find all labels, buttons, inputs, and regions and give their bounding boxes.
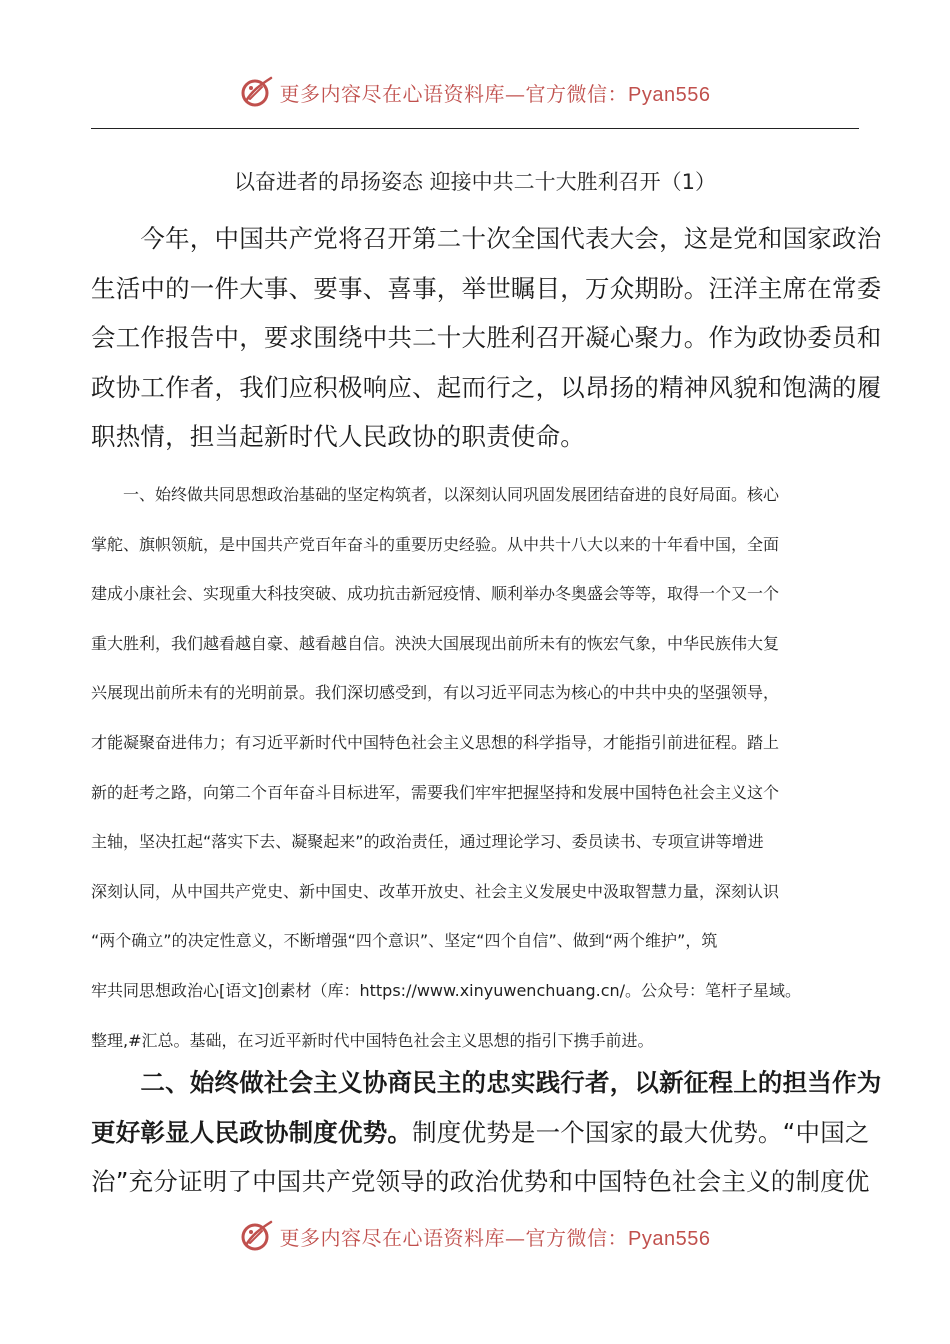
footer-watermark (0, 1216, 950, 1256)
text-line: 生活中的一件大事、要事、喜事，举世瞩目，万众期盼。汪洋主席在常委 (91, 273, 882, 303)
text-line: 更好彰显人民政协制度优势。制度优势是一个国家的最大优势。“中国之 (91, 1117, 870, 1147)
header-watermark (0, 72, 950, 112)
text-line: 政协工作者，我们应积极响应、起而行之，以昂扬的精神风貌和饱满的履 (91, 372, 882, 402)
watermark-text: 更多内容尽在心语资料库—官方微信：Pyan556 (279, 81, 711, 106)
wechat-id: Pyan556 (628, 1227, 711, 1250)
text-line: 主轴，坚决扛起“落实下去、凝聚起来”的政治责任，通过理论学习、委员读书、专项宣讲等增进 (91, 832, 764, 852)
header-divider (91, 128, 859, 129)
text-line: 兴展现出前所未有的光明前景。我们深切感受到，有以习近平同志为核心的中共中央的坚强领导， (91, 683, 780, 703)
text-line (91, 1058, 882, 1108)
wechat-id: Pyan556 (628, 83, 711, 106)
text-line: 会工作报告中，要求围绕中共二十大胜利召开凝心聚力。作为政协委员和 (91, 323, 882, 352)
text-line: 牢共同思想政治心[语文]创素材（库：https://www.xinyuwenchuang.cn/。公众号：笔杆子星域。 (91, 980, 802, 1000)
text-line: 新的赶考之路，向第二个百年奋斗目标进军，需要我们牢牢把握坚持和发展中国特色社会主义这个 (91, 782, 780, 802)
text-line: 职热情，担当起新时代人民政协的职责使命。 (91, 422, 585, 451)
text-line: 才能凝聚奋进伟力；有习近平新时代中国特色社会主义思想的科学指导，才能指引前进征程。踏上 (91, 732, 780, 752)
brush-logo-icon (240, 1219, 274, 1253)
text-line: 建成小康社会、实现重大科技突破、成功抗击新冠疫情、顺利举办冬奥盛会等等，取得一个又一个 (91, 584, 780, 604)
section-heading: 二、始终做社会主义协商民主的忠实践行者，以新征程上的担当作为 (91, 1068, 882, 1097)
brush-logo-icon (240, 75, 274, 109)
text-line: 治”充分证明了中国共产党领导的政治优势和中国特色社会主义的制度优 (91, 1167, 870, 1196)
text-line: 重大胜利，我们越看越自豪、越看越自信。泱泱大国展现出前所未有的恢宏气象，中华民族伟大复 (91, 633, 780, 653)
text-line: “两个确立”的决定性意义，不断增强“四个意识”、坚定“四个自信”、做到“两个维护”，筑 (91, 931, 718, 951)
watermark-text: 更多内容尽在心语资料库—官方微信：Pyan556 (279, 1225, 711, 1250)
text-line: 一、始终做共同思想政治基础的坚定构筑者，以深刻认同巩固发展团结奋进的良好局面。核心 (91, 485, 780, 504)
section-heading: 更好彰显人民政协制度优势。 (91, 1117, 413, 1147)
document-title: 以奋进者的昂扬姿态 迎接中共二十大胜利召开（1） (233, 170, 717, 194)
text-line: 今年，中国共产党将召开第二十次全国代表大会，这是党和国家政治 (91, 224, 882, 253)
intro-paragraph (91, 214, 882, 462)
text-line: 整理,#汇总。基础，在习近平新时代中国特色社会主义思想的指引下携手前进。 (91, 1030, 654, 1050)
text-line: 深刻认同，从中国共产党史、新中国史、改革开放史、社会主义发展史中汲取智慧力量，深刻认识 (91, 881, 780, 901)
section-one-paragraph (91, 470, 866, 1065)
text-line: 掌舵、旗帜领航，是中国共产党百年奋斗的重要历史经验。从中共十八大以来的十年看中国，全面 (91, 534, 780, 554)
section-two-paragraph (91, 1058, 882, 1207)
